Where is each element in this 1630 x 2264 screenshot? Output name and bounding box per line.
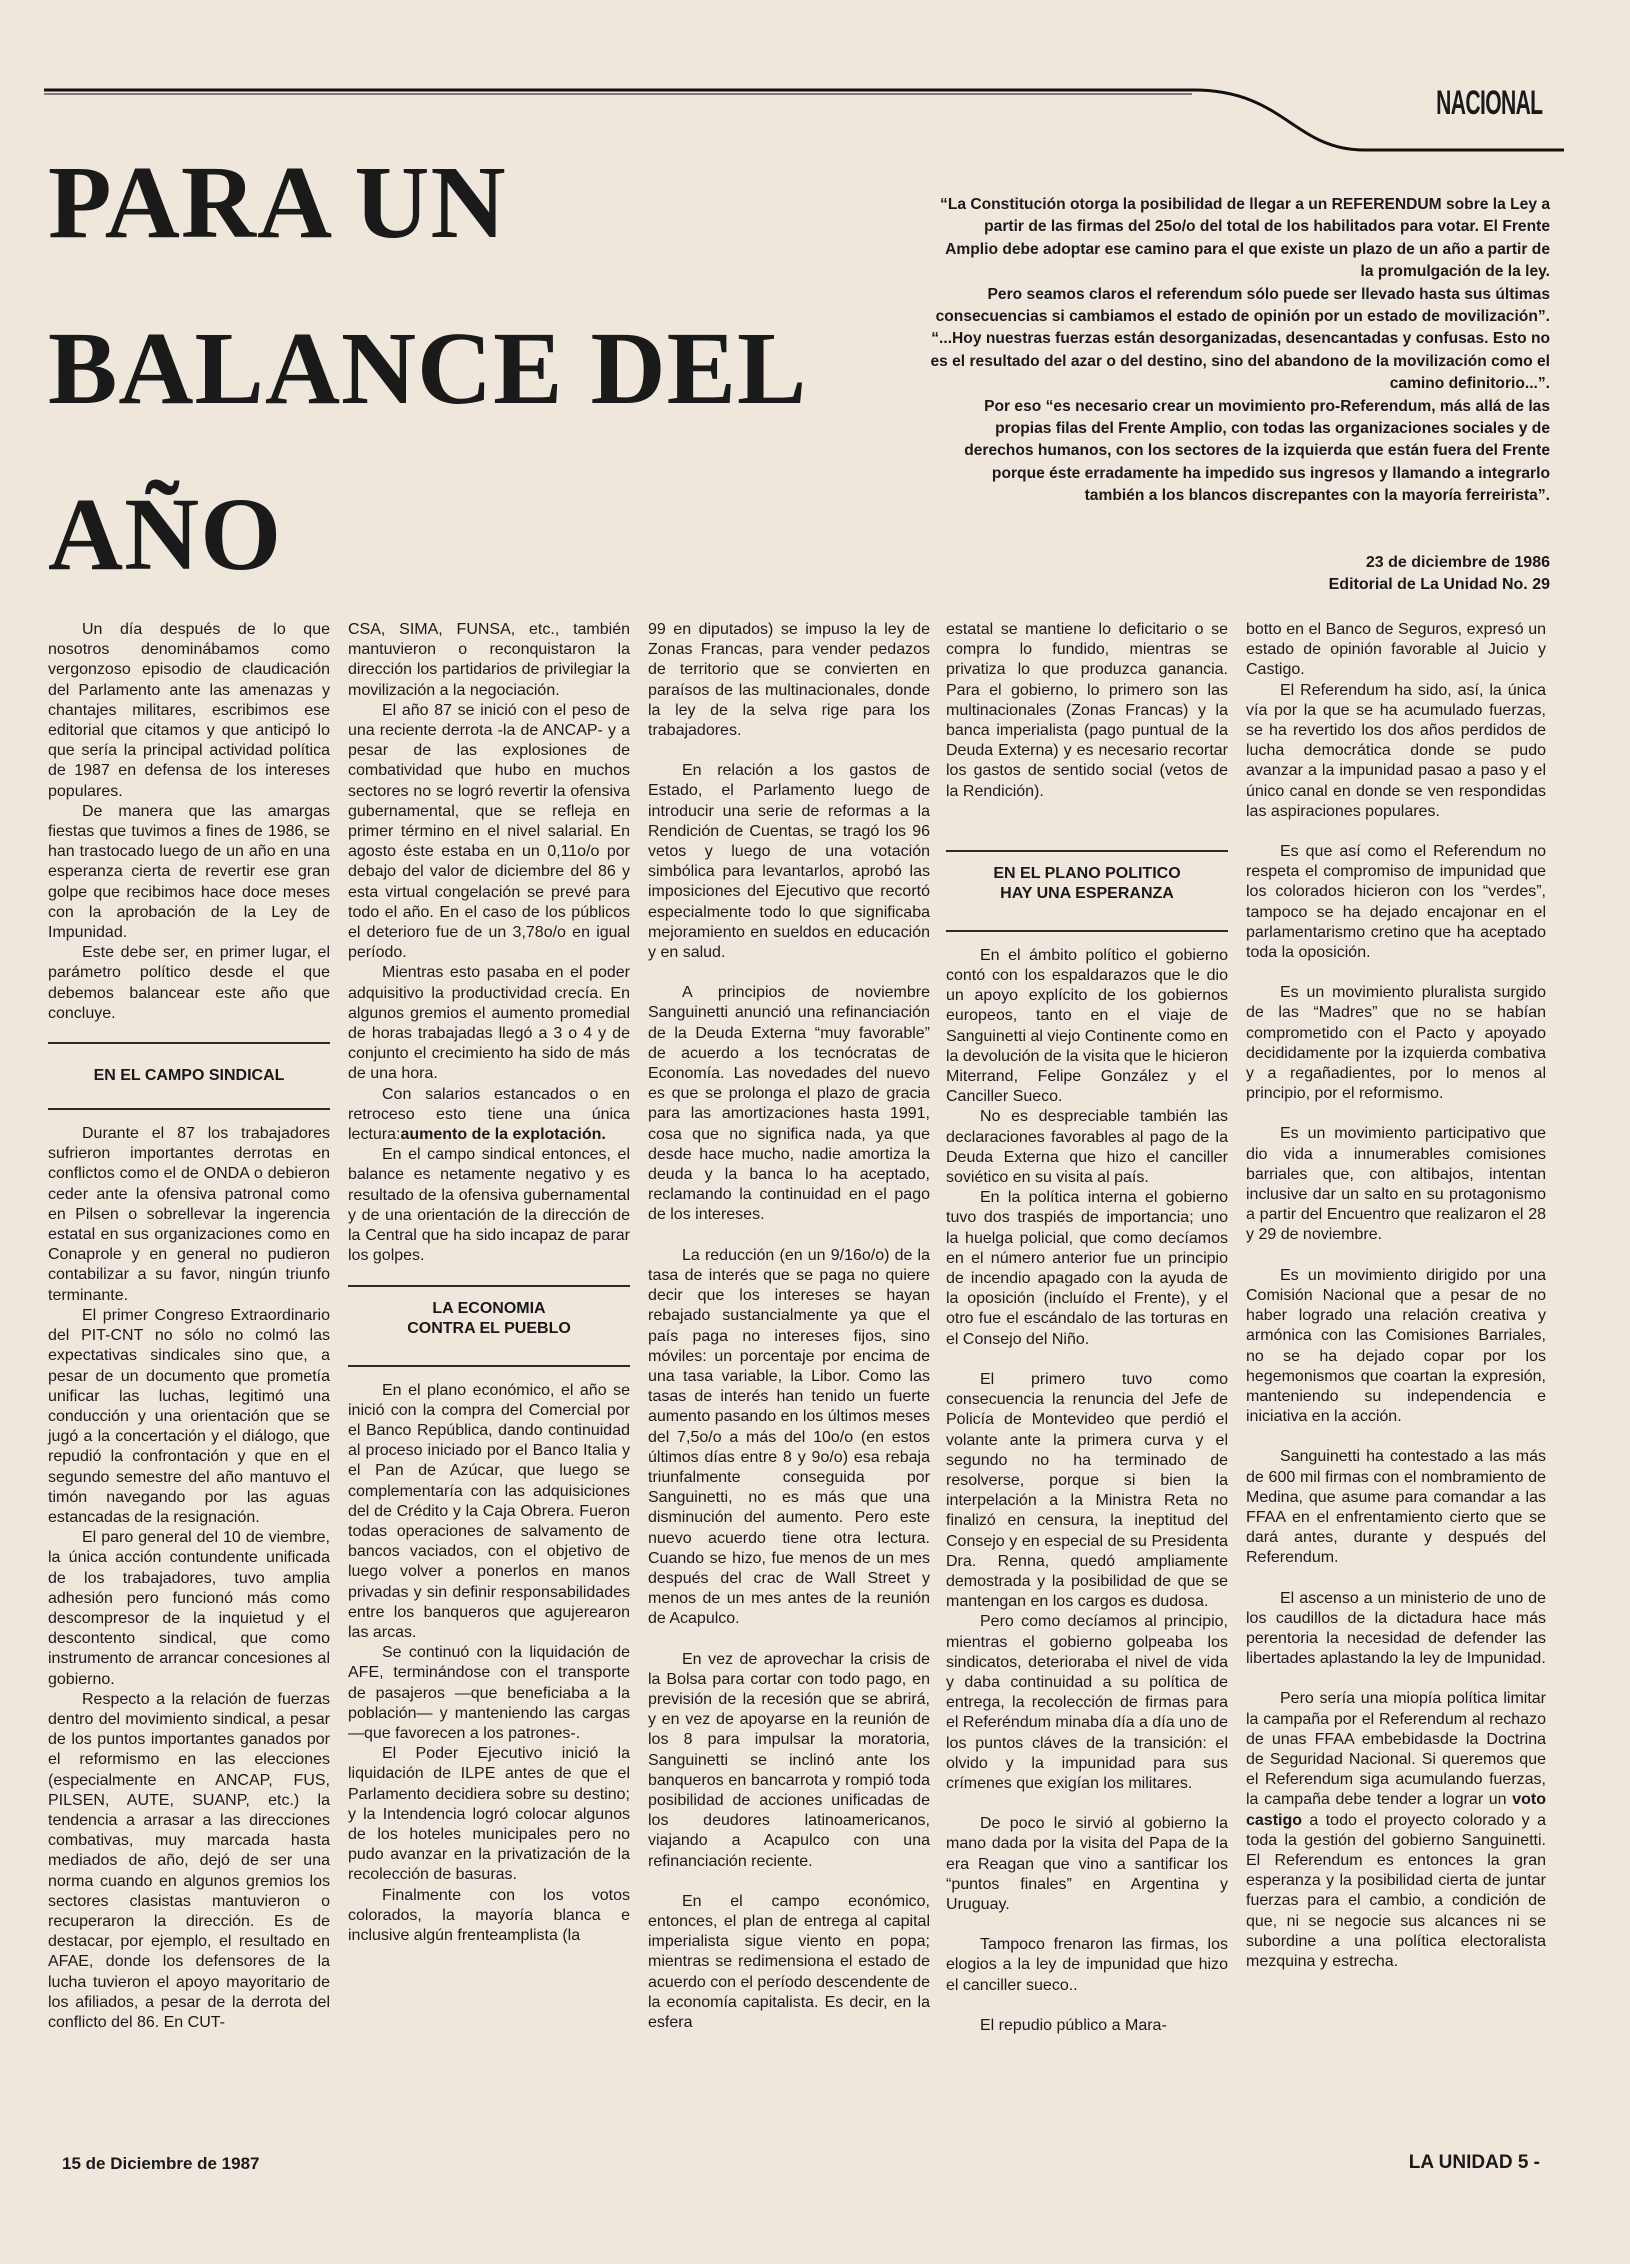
article-column-3	[648, 620, 930, 2033]
section-label: NACIONAL	[1435, 84, 1542, 122]
paragraph: El paro general del 10 de viembre, la única acción contundente unificada de los trabajadores, tuvo amplia adhesión pero funcionó más como descompresor de la inquietud y el descontento sindical, que como instrumento de arrancar concesiones al gobierno.	[48, 1529, 330, 1688]
paragraph: El año 87 se inició con el peso de una reciente derrota -la de ANCAP- y a pesar de las explosiones de combatividad que hubo en muchos sectores no se logró revertir la ofensiva gubernamental, que se refleja en primer término en el nivel salarial. En agosto éste estaba en un 0,11o/o por debajo del valor de diciembre del 86 y esta virtual congelación se prevé para todo el año. En el caso de los públicos el deterioro fue de un 3,78o/o en igual período.	[348, 701, 630, 962]
paragraph: Este debe ser, en primer lugar, el parámetro político desde el que debemos balancear este año que concluye.	[48, 944, 330, 1022]
subhead-sindical: EN EL CAMPO SINDICAL	[48, 1042, 330, 1110]
paragraph: Sanguinetti ha contestado a las más de 600 mil firmas con el nombramiento de Medina, que asume para comandar a las FFAA en el enfrentamiento cierto que se dará antes, durante y después del Referendum.	[1246, 1448, 1546, 1567]
paragraph: El repudio público a Mara-	[980, 2016, 1167, 2034]
pull-quote	[930, 194, 1550, 508]
quote-paragraph: “...Hoy nuestras fuerzas están desorganizadas, desencantadas y confusas. Esto no es el resultado del azar o del destino, sino del abandono de la movilización como el camino definitorio...”.	[930, 330, 1550, 393]
paragraph: En el campo económico, entonces, el plan de entrega al capital imperialista sigue viento en popa; mientras se redimensiona el estado de acuerdo con el período descendente de la economía capitalista. Es decir, en la esfera	[648, 1892, 930, 2031]
headline-line-3: AÑO	[48, 477, 283, 592]
quote-source: Editorial de La Unidad No. 29	[1328, 576, 1550, 593]
paragraph: Es un movimiento pluralista surgido de las “Madres” que no se habían comprometido con el Pacto y apoyado decididamente por la izquierda combativa y a regañadientes, por lo menos al principio, por el reformismo.	[1246, 984, 1546, 1103]
paragraph: De poco le sirvió al gobierno la mano dada por la visita del Papa de la era Reagan que vino a santificar los “puntos finales” en Argentina y Uruguay.	[946, 1815, 1228, 1913]
subhead-line: CONTRA EL PUEBLO	[407, 1319, 571, 1337]
paragraph: Tampoco frenaron las firmas, los elogios a la ley de impunidad que hizo el canciller sueco..	[946, 1936, 1228, 1994]
paragraph: De manera que las amargas fiestas que tuvimos a fines de 1986, se han trastocado luego de un año en una esperanza cierta de revertir ese gran golpe que recibimos hace doce meses con la aprobación de la Ley de Impunidad.	[48, 802, 330, 942]
paragraph: A principios de noviembre Sanguinetti anunció una refinanciación de la Deuda Externa “muy favorable” de acuerdo a los tecnócratas de Economía. Las novedades del nuevo es que se prolonga el plazo de gracia para las amortizaciones hasta 1991, cosa que no significa nada, ya que desde hace mucho, nadie amortiza la deuda y la banca lo ha aceptado, reclamando la continuidad en el pago de los intereses.	[648, 984, 930, 1224]
quote-paragraph: Por eso “es necesario crear un movimiento pro-Referendum, más allá de las propias filas del Frente Amplio, con todas las organizaciones sociales y de derechos humanos, con los sectores de la izquierda que están fuera del Frente porque éste erradamente ha impedido sus ingresos y llamando a integrarlo también a los blancos discrepantes con la mayoría ferreirista”.	[964, 397, 1550, 505]
paragraph: La reducción (en un 9/16o/o) de la tasa de interés que se paga no quiere decir que los intereses se hayan rebajado sustancialmente ya que el país paga no intereses fijos, sino móviles: un porcentaje por encima de una tasa variable, la Libor. Como las tasas de interés han tenido un fuerte aumento pasando en los últimos meses del 7,5o/o a más del 10o/o (en estos últimos días entre 8 y 9o/o) esa rebaja triunfalmente conseguida por Sanguinetti, no es más que una disminución del aumento. Pero este nuevo acuerdo tiene otra lectura. Cuando se hizo, fue menos de un mes después del crac de Wall Street y menos de un mes antes de la reunión de Acapulco.	[648, 1246, 930, 1628]
emphasis-text: voto castigo	[1246, 1791, 1546, 1829]
paragraph: En vez de aprovechar la crisis de la Bolsa para cortar con todo pago, en previsión de la recesión que se abrirá, y en vez de apoyarse en la reunión de los 8 para impulsar la moratoria, Sanguinetti se inclinó ante los banqueros en bancarrota y rompió toda posibilidad de acciones unificadas de los deudores latinoamericanos, viajando a Acapulco con una refinanciación reciente.	[648, 1650, 930, 1870]
text-run: a todo el proyecto colorado y a toda la gestión del gobierno Sanguinetti. El Referendum es entonces la gran esperanza y la posibilidad cierta de juntar fuerzas para el cambio, a condición de que, ni se negocie sus alcances ni se subordine a una política electoralista mezquina y estrecha.	[1246, 1811, 1546, 1970]
text-run: Con salarios estancados o en retroceso esto tiene una única lectura:	[348, 1085, 630, 1144]
paragraph: estatal se mantiene lo deficitario o se compra lo fundido, mientras se privatiza lo que produzca ganancia. Para el gobierno, lo primero son las multinacionales (Zonas Francas) y la banca imperialista (pago puntual de la Deuda Externa) y es necesario recortar los gastos de sentido social (vetos de la Rendición).	[946, 621, 1228, 800]
subhead-line: EN EL PLANO POLITICO	[993, 864, 1181, 882]
article-column-5	[1246, 620, 1546, 1972]
headline-line-1: PARA UN	[48, 145, 507, 260]
paragraph: El Referendum ha sido, así, la única vía por la que se ha acumulado fuerzas, se ha revertido los dos años perdidos de lucha democrática donde se pudo avanzar a la impunidad pasao a paso y el único canal en donde se ven respondidas las aspiraciones populares.	[1246, 681, 1546, 820]
headline	[48, 120, 928, 618]
paragraph: Mientras esto pasaba en el poder adquisitivo la productividad crecía. En algunos gremios el aumento promedial de horas trabajadas llegó a 3 o 4 y de conjunto el crecimiento ha sido de más de una hora.	[348, 964, 630, 1083]
paragraph: No es despreciable también las declaraciones favorables al pago de la Deuda Externa que hizo el canciller soviético en su visita al país.	[946, 1108, 1228, 1187]
article-column-4	[946, 620, 1228, 2036]
paragraph: El primero tuvo como consecuencia la renuncia del Jefe de Policía de Montevideo que perdió el volante ante la primera curva y el segundo no ha terminado de resolverse, porque si bien la interpelación a la Ministra Reta no finalizó en censura, la ineptitud del Consejo y en especial de su Presidenta Dra. Renna, quedó ampliamente demostrada y la posibilidad de que se mantengan en los cargos es dudosa.	[946, 1370, 1228, 1611]
paragraph: Un día después de lo que nosotros denominábamos como vergonzoso episodio de claudicación del Parlamento ante las amenazas y chantajes militares, escribimos ese editorial que citamos y que anticipó lo que sería la principal actividad política de 1987 en defensa de los intereses populares.	[48, 621, 330, 800]
paragraph: 99 en diputados) se impuso la ley de Zonas Francas, para vender pedazos de territorio que se convierten en paraísos de las multinacionales, donde la ley de la selva rige para los trabajadores.	[648, 621, 930, 740]
paragraph: Pero como decíamos al principio, mientras el gobierno golpeaba los sindicatos, deterioraba el nivel de vida y daba continuidad a su política de entrega, la recolección de firmas para el Referéndum minaba día a día uno de los puntos cláves de la transición: el olvido y la impunidad para sus crímenes que exigían los militares.	[946, 1613, 1228, 1792]
paragraph: En relación a los gastos de Estado, el Parlamento luego de introducir una serie de reformas a la Rendición de Cuentas, se tragó los 96 vetos y luego de una votación simbólica para levantarlos, aprobó las imposiciones del Ejecutivo que recortó especialmente todo lo que significaba mejoramiento en sueldos en educación y en salud.	[648, 762, 930, 962]
quote-paragraph: “La Constitución otorga la posibilidad de llegar a un REFERENDUM sobre la Ley a partir de las firmas del 25o/o del total de los habilitados para votar. El Frente Amplio debe adoptar ese camino para el que existe un plazo de un año a partir de la promulgación de la ley.	[940, 196, 1550, 281]
paragraph: Respecto a la relación de fuerzas dentro del movimiento sindical, a pesar de los puntos importantes ganados por el reformismo en las elecciones (especialmente en ANCAP, FUS, PILSEN, AUTE, SUANP, etc.) la tendencia a arrasar a las direcciones combativas, muy marcada hasta mediados de año, dejó de ser una norma cuando en algunos gremios los sectores clasistas mantuvieron o recuperaron la dirección. Es de destacar, por ejemplo, el resultado en AFAE, donde los defensores de la lucha tuvieron el apoyo mayoritario de los afiliados, a pesar de la derrota del conflicto del 86. En CUT-	[48, 1690, 330, 2031]
paragraph: Es un movimiento participativo que dio vida a innumerables comisiones barriales que, con altibajos, intentan inclusive dar un salto en su protagonismo a partir del Encuentro que realizaron el 28 y 29 de noviembre.	[1246, 1125, 1546, 1244]
paragraph: El primer Congreso Extraordinario del PIT-CNT no sólo no colmó las expectativas sindicales sino que, a pesar de un documento que prometía unificar las luchas, legitimó una conducción y una orientación que se jugó a la concertación y el diálogo, que repudió la confrontación y que en el segundo semestre del año mantuvo el timón navegando por las aguas estancadas de la resignación.	[48, 1306, 330, 1526]
subhead-line: HAY UNA ESPERANZA	[1000, 884, 1174, 902]
paragraph: El ascenso a un ministerio de uno de los caudillos de la dictadura hace más perentoria la necesidad de defender las libertades aplastando la ley de Impunidad.	[1246, 1589, 1546, 1668]
paragraph: En el campo sindical entonces, el balance es netamente negativo y es resultado de la ofensiva gubernamental y de una orientación de la dirección de la Central que ha sido incapaz de parar los golpes.	[348, 1146, 630, 1265]
paragraph: El Poder Ejecutivo inició la liquidación de ILPE antes de que el Parlamento decidiera sobre su destino; y la Intendencia logró colocar algunos de los hoteles municipales pero no pudo avanzar en la privatización de la recolección de basuras.	[348, 1745, 630, 1884]
paragraph: Es que así como el Referendum no respeta el compromiso de impunidad que los colorados hicieron con los “verdes”, tampoco se ha dejado encajonar en el parlamentarismo cretino que ha aceptado toda la oposición.	[1246, 843, 1546, 962]
text-run: Pero sería una miopía política limitar la campaña por el Referendum al rechazo de unas FFAA embebidasde la Doctrina de Seguridad Nacional. Si queremos que el Referendum siga acumulando fuerzas, la campaña debe tender a lograr un	[1246, 1690, 1546, 1809]
quote-date: 23 de diciembre de 1986	[1365, 554, 1550, 571]
article-column-2	[348, 620, 630, 1946]
paragraph: En el plano económico, el año se inició con la compra del Comercial por el Banco República, dando continuidad al proceso iniciado por el Banco Italia y el Pan de Azúcar, que luego se complementaría con las adquisiciones del de Crédito y la Caja Obrera. Fueron todas operaciones de salvamento de bancos vaciados, con el objetivo de luego volver a ponerlos en manos privadas y sin definir responsabilidades entre los banqueros que agujerearon las arcas.	[348, 1381, 630, 1641]
quote-attribution	[1160, 552, 1550, 596]
headline-line-2: BALANCE DEL	[48, 311, 808, 426]
paragraph: botto en el Banco de Seguros, expresó un estado de opinión favorable al Juicio y Castigo.	[1246, 621, 1546, 679]
paragraph: Es un movimiento dirigido por una Comisión Nacional que a pesar de no haber logrado una relación creativa y armónica con las Comisiones Barriales, no se ha dejado copar por los hegemonismos que coartan la expresión, manteniendo su independencia e iniciativa en la acción.	[1246, 1266, 1546, 1426]
paragraph: Finalmente con los votos colorados, la mayoría blanca e inclusive algún frenteamplista (la	[348, 1886, 630, 1944]
paragraph	[348, 1085, 630, 1146]
footer-date: 15 de Diciembre de 1987	[62, 2154, 260, 2173]
subhead-economia	[348, 1285, 630, 1367]
paragraph: En el ámbito político el gobierno contó con los espaldarazos que le dio un apoyo explícito de los gobiernos europeos, tanto en el viaje de Sanguinetti al viejo Continente como en la devolución de la visita que le hicieron Miterrand, Felipe González y el Canciller Sueco.	[946, 946, 1228, 1106]
paragraph: Durante el 87 los trabajadores sufrieron importantes derrotas en conflictos como el de ONDA o debieron ceder ante la ofensiva patronal como en Pilsen o sobrellevar la ingerencia estatal en sus organizaciones como en Conaprole y en general no pudieron contabilizar a su favor, ningún triunfo terminante.	[48, 1125, 330, 1304]
subhead-line: LA ECONOMIA	[432, 1299, 546, 1317]
footer-page: LA UNIDAD 5 -	[1408, 2152, 1540, 2173]
quote-paragraph: Pero seamos claros el referendum sólo puede ser llevado hasta sus últimas consecuencias si cambiamos el estado de opinión por un estado de movilización”.	[935, 285, 1550, 326]
emphasis-text: aumento de la explotación.	[400, 1126, 606, 1144]
paragraph: Se continuó con la liquidación de AFE, terminándose con el transporte de pasajeros —que beneficiaba a la población— y manteniendo las cargas —que favorecen a los patrones-.	[348, 1644, 630, 1742]
subhead-politico	[946, 850, 1228, 932]
paragraph	[1246, 1689, 1546, 1972]
article-column-1	[48, 620, 330, 2033]
paragraph: En la política interna el gobierno tuvo dos traspiés de importancia; uno la huelga policial, que como decíamos en el número anterior fue un principio de incendio apagado con la ayuda de la oposición (incluído el Frente), y el otro fue el escándalo de las torturas en el Consejo del Niño.	[946, 1189, 1228, 1348]
paragraph: CSA, SIMA, FUNSA, etc., también mantuvieron o reconquistaron la dirección los partidarios de privilegiar la movilización a la negociación.	[348, 621, 630, 699]
